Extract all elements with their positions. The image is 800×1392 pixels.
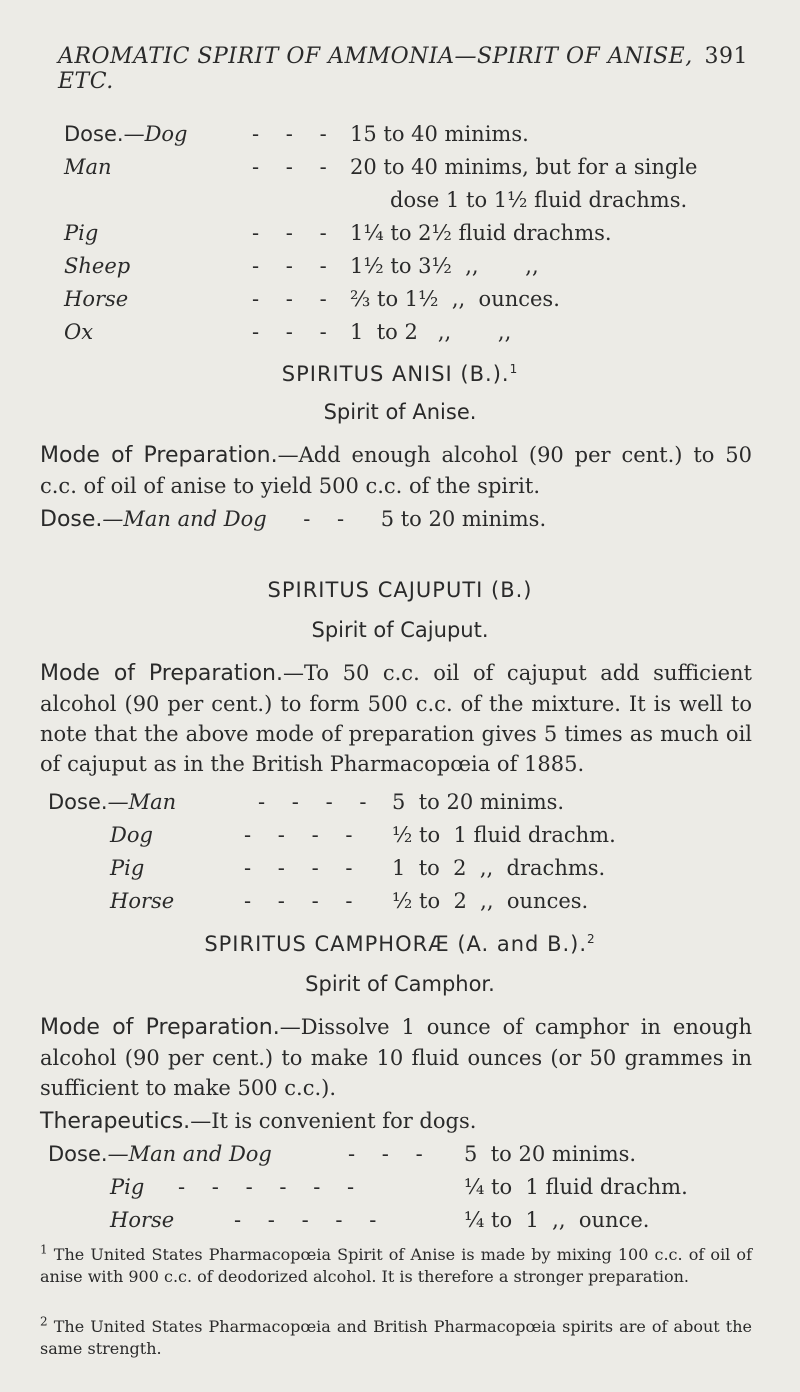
dose-row: Dose.—Man - - - - 5 to 20 minims.	[48, 786, 748, 819]
section-subtitle-camphor: Spirit of Camphor.	[305, 972, 495, 996]
species-label: Ox	[64, 320, 94, 344]
dose-amount: 1½ to 3½ ,, ,,	[350, 254, 539, 278]
footnote-text: The United States Pharmacopœia and British Pharmacopœia spirits are of about the same strength.	[40, 1317, 752, 1358]
dose-amount: ⅔ to 1½ ,, ounces.	[350, 287, 560, 311]
species-label: Dog	[110, 823, 153, 847]
species-label: —Man	[107, 790, 177, 814]
dose-row	[64, 184, 764, 217]
cajuput-preparation	[40, 658, 752, 779]
species-label: Horse	[110, 889, 175, 913]
footnote-mark: 1	[40, 1242, 48, 1257]
footnote-2	[40, 1316, 752, 1360]
species-label: Sheep	[64, 254, 131, 278]
species-label: —Man and Dog	[107, 1142, 272, 1166]
dose-row: Horse - - - - - ¼ to 1 ,, ounce.	[48, 1204, 748, 1237]
dose-amount: ½ to 1 fluid drachm.	[392, 823, 616, 847]
dose-row: Dog - - - - ½ to 1 fluid drachm.	[48, 819, 748, 852]
prep-heading: Mode of Preparation.	[40, 443, 278, 468]
dose-label: Dose.	[40, 507, 103, 532]
species-label: Pig	[110, 856, 145, 880]
species-label: Dog	[144, 122, 188, 146]
dose-amount: ½ to 2 ,, ounces.	[392, 889, 589, 913]
dose-row: Horse - - - - ½ to 2 ,, ounces.	[48, 885, 748, 918]
dose-amount: 5 to 20 minims.	[380, 507, 547, 531]
dose-row: Man - - - 20 to 40 minims, but for a single	[64, 151, 764, 184]
ammonia-dose-table	[64, 118, 764, 349]
species-label: Pig	[110, 1175, 145, 1199]
footnote-ref: 2	[587, 932, 596, 946]
section-title-cajuput: SPIRITUS CAJUPUTI (B.)	[267, 578, 533, 602]
dose-row: Dose.—Dog - - - 15 to 40 minims.	[64, 118, 764, 151]
dose-amount: ¼ to 1 fluid drachm.	[464, 1175, 688, 1199]
species-label: Pig	[64, 221, 99, 245]
anise-dose: Dose.—Man and Dog - - 5 to 20 minims.	[40, 507, 547, 532]
dose-label: Dose.	[64, 122, 124, 146]
prep-heading: Mode of Preparation.	[40, 661, 283, 686]
anise-preparation	[40, 440, 752, 501]
dose-amount: 20 to 40 minims, but for a single	[350, 155, 698, 179]
dose-row: Horse - - - ⅔ to 1½ ,, ounces.	[64, 283, 764, 316]
prep-heading: Mode of Preparation.	[40, 1015, 280, 1040]
section-title-anise: SPIRITUS ANISI (B.).$^1$	[281, 362, 519, 386]
footnote-ref: 1	[509, 362, 519, 376]
section-subtitle-anise: Spirit of Anise.	[323, 400, 477, 424]
dose-row: Dose.—Man and Dog - - - 5 to 20 minims.	[48, 1138, 748, 1171]
section-subtitle-cajuput: Spirit of Cajuput.	[311, 618, 489, 642]
cajuput-dose-table	[48, 786, 748, 918]
camphor-dose-table	[48, 1138, 748, 1237]
dose-amount: ¼ to 1 ,, ounce.	[464, 1208, 650, 1232]
running-title: AROMATIC SPIRIT OF AMMONIA—SPIRIT OF ANISE, ETC.	[58, 44, 693, 94]
dose-row: Sheep - - - 1½ to 3½ ,, ,,	[64, 250, 764, 283]
section-title-camphor: SPIRITUS CAMPHORÆ (A. and B.).$^2$	[204, 932, 596, 956]
species-label: —Man and Dog	[102, 507, 267, 531]
dose-row: Pig - - - 1¼ to 2½ fluid drachms.	[64, 217, 764, 250]
dose-label: Dose.	[48, 1142, 108, 1166]
dose-label: Dose.	[48, 790, 108, 814]
therapeutics-heading: Therapeutics.	[40, 1109, 191, 1134]
species-label: Man	[64, 155, 112, 179]
dose-amount: 1¼ to 2½ fluid drachms.	[350, 221, 612, 245]
prep-text: —Add enough alcohol (90 per cent.) to 50 c.c. of oil of anise to yield 500 c.c. of the spirit.	[40, 443, 752, 498]
page-number: 391	[704, 44, 748, 69]
footnote-mark: 2	[40, 1314, 48, 1329]
dose-amount: 5 to 20 minims.	[392, 790, 565, 814]
prep-text: —Dissolve 1 ounce of camphor in enough alcohol (90 per cent.) to make 10 fluid ounces (or 50 grammes in sufficient to make 500 c.c.).	[40, 1015, 752, 1100]
dose-amount: 5 to 20 minims.	[464, 1142, 637, 1166]
dose-row: Ox - - - 1 to 2 ,, ,,	[64, 316, 764, 349]
camphor-preparation	[40, 1012, 752, 1103]
species-label: Horse	[110, 1208, 175, 1232]
dose-amount: 15 to 40 minims.	[350, 122, 529, 146]
footnote-1	[40, 1244, 752, 1288]
species-label: Horse	[64, 287, 129, 311]
dose-amount: dose 1 to 1½ fluid drachms.	[390, 188, 688, 212]
running-head	[58, 44, 748, 94]
prep-text: —To 50 c.c. oil of cajuput add sufficient alcohol (90 per cent.) to form 500 c.c. of the mixture. It is well to note that the above mode of preparation gives 5 times as much oil of cajuput as in the British Pharmacopœia of 1885.	[40, 661, 752, 776]
therapeutics-text: —It is convenient for dogs.	[190, 1109, 477, 1133]
dose-row: Pig - - - - - - ¼ to 1 fluid drachm.	[48, 1171, 748, 1204]
camphor-therapeutics	[40, 1106, 752, 1137]
footnote-text: The United States Pharmacopœia Spirit of Anise is made by mixing 100 c.c. of oil of anise with 900 c.c. of deodorized alcohol. It is therefore a stronger preparation.	[40, 1245, 752, 1286]
dose-amount: 1 to 2 ,, drachms.	[392, 856, 606, 880]
dose-amount: 1 to 2 ,, ,,	[350, 320, 512, 344]
dose-row: Pig - - - - 1 to 2 ,, drachms.	[48, 852, 748, 885]
